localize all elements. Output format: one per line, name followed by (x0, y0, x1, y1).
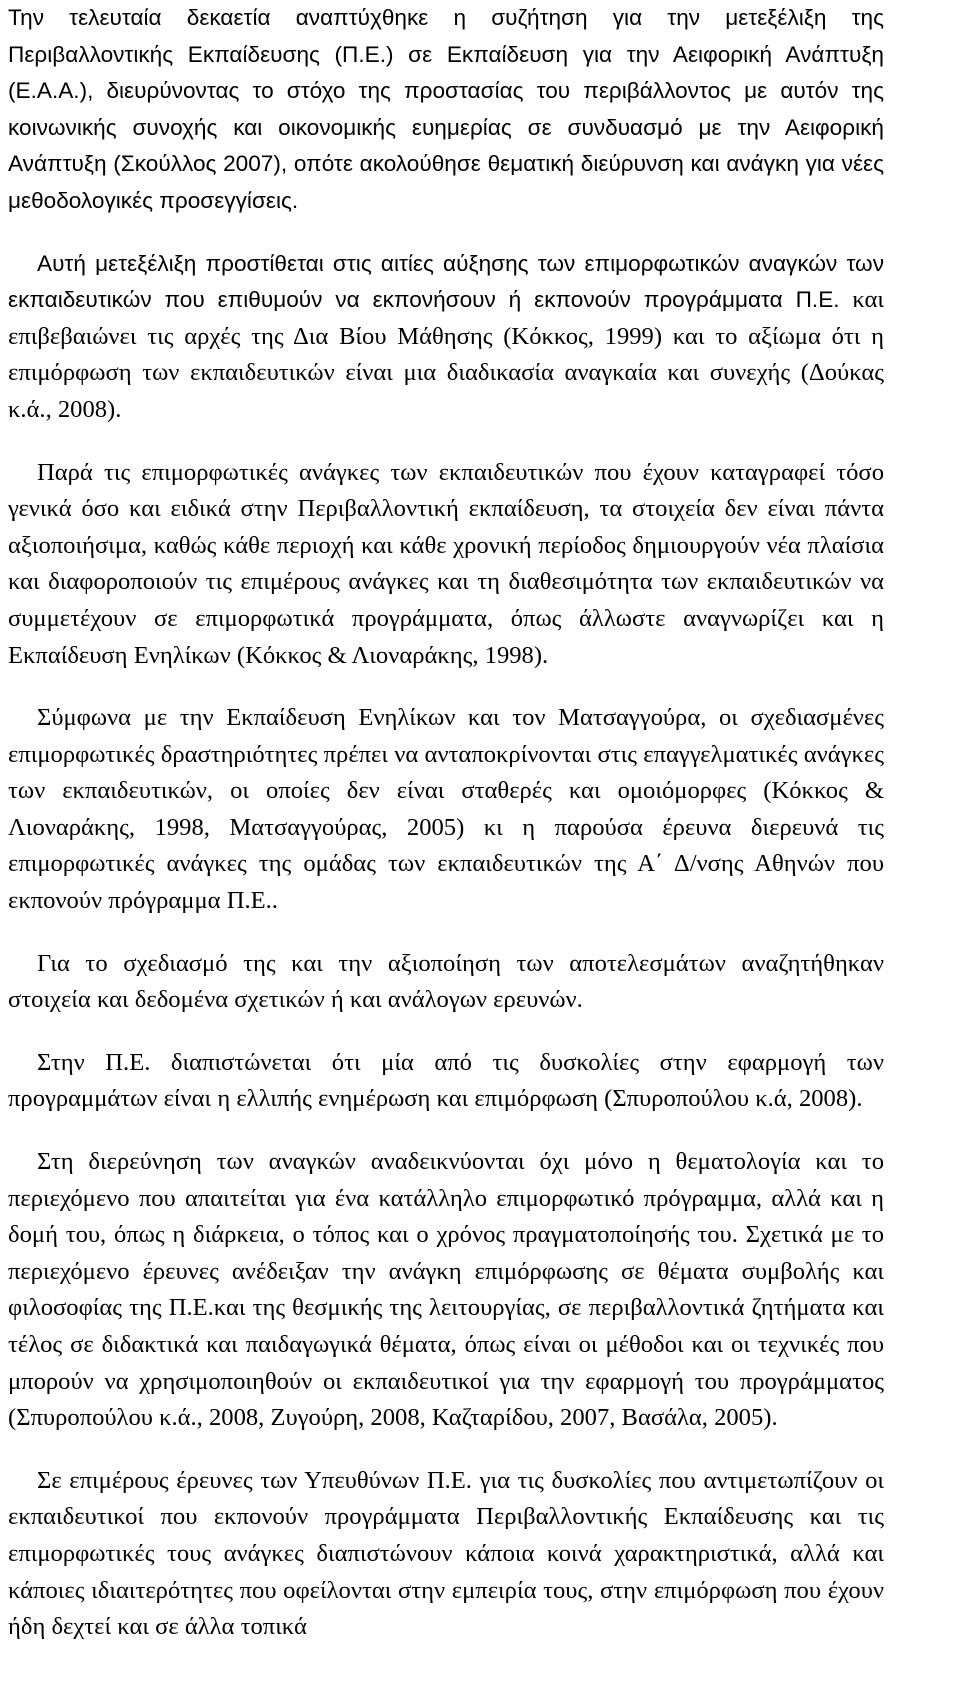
paragraph-2-serif-part: και επιβεβαιώνει τις αρχές της Δια Βίου Μάθησης (Κόκκος, 1999) και το αξίωμα ότι η επιμόρφωση των εκπαιδευτικών είναι μια διαδικασία αναγκαία και συνεχής (Δούκας κ.ά., 2008). (8, 286, 885, 423)
paragraph-1: Την τελευταία δεκαετία αναπτύχθηκε η συζήτηση για την μετεξέλιξη της Περιβαλλοντικής Εκπαίδευσης (Π.Ε.) σε Εκπαίδευση για την Αειφορική Ανάπτυξη (Ε.Α.Α.), διευρύνοντας το στόχο της προστασίας του περιβάλλοντος με αυτόν της κοινωνικής συνοχής και οικονομικής ευημερίας σε συνδυασμό με την Αειφορική Ανάπτυξη (Σκούλλος 2007), οπότε ακολούθησε θεματική διεύρυνση και ανάγκη για νέες μεθοδολογικές προσεγγίσεις. (8, 5, 884, 213)
paragraph-2 (8, 246, 884, 429)
paragraph-8: Σε επιμέρους έρευνες των Υπευθύνων Π.Ε. για τις δυσκολίες που αντιμετωπίζουν οι εκπαιδευτικοί που εκπονούν προγράμματα Περιβαλλοντικής Εκπαίδευσης και τις επιμορφωτικές τους ανάγκες διαπιστώνουν κάποια κοινά χαρακτηριστικά, αλλά και κάποιες ιδιαιτερότητες που οφείλονται στην εμπειρία τους, στην επιμόρφωση που έχουν ήδη δεχτεί και σε άλλα τοπικά (8, 1466, 884, 1641)
paragraph-6: Στην Π.Ε. διαπιστώνεται ότι μία από τις δυσκολίες στην εφαρμογή των προγραμμάτων είναι η ελλιπής ενημέρωση και επιμόρφωση (Σπυροπούλου κ.ά, 2008). (8, 1048, 884, 1113)
paragraph-4: Σύμφωνα με την Εκπαίδευση Ενηλίκων και τον Ματσαγγούρα, οι σχεδιασμένες επιμορφωτικές δραστηριότητες πρέπει να ανταποκρίνονται στις επαγγελματικές ανάγκες των εκπαιδευτικών, οι οποίες δεν είναι σταθερές και ομοιόμορφες (Κόκκος & Λιοναράκης, 1998, Ματσαγγούρας, 2005) κι η παρούσα έρευνα διερευνά τις επιμορφωτικές ανάγκες της ομάδας των εκπαιδευτικών της Α΄ Δ/νσης Αθηνών που εκπονούν πρόγραμμα Π.Ε.. (8, 704, 884, 915)
paragraph-2-sans-part: Αυτή μετεξέλιξη προστίθεται στις αιτίες αύξησης των επιμορφωτικών αναγκών των εκπαιδευτικών που επιθυμούν να εκπονήσουν ή εκπονούν προγράμματα Π.Ε. (8, 250, 884, 313)
paragraph-3: Παρά τις επιμορφωτικές ανάγκες των εκπαιδευτικών που έχουν καταγραφεί τόσο γενικά όσο και ειδικά στην Περιβαλλοντική εκπαίδευση, τα στοιχεία δεν είναι πάντα αξιοποιήσιμα, καθώς κάθε περιοχή και κάθε χρονική περίοδος δημιουργούν νέα πλαίσια και διαφοροποιούν τις επιμέρους ανάγκες και τη διαθεσιμότητα των εκπαιδευτικών να συμμετέχουν σε επιμορφωτικά προγράμματα, όπως άλλωστε αναγνωρίζει και η Εκπαίδευση Ενηλίκων (Κόκκος & Λιοναράκης, 1998). (8, 458, 884, 669)
paragraph-7: Στη διερεύνηση των αναγκών αναδεικνύονται όχι μόνο η θεματολογία και το περιεχόμενο που απαιτείται για ένα κατάλληλο επιμορφωτικό πρόγραμμα, αλλά και η δομή του, όπως η διάρκεια, ο τόπος και ο χρόνος πραγματοποίησής του. Σχετικά με το περιεχόμενο έρευνες ανέδειξαν την ανάγκη επιμόρφωσης σε θέματα συμβολής και φιλοσοφίας της Π.Ε.και της θεσμικής της λειτουργίας, σε περιβαλλοντικά ζητήματα και τέλος σε διδακτικά και παιδαγωγικά θέματα, όπως είναι οι μέθοδοι και οι τεχνικές που μπορούν να χρησιμοποιηθούν οι εκπαιδευτικοί για την εφαρμογή του προγράμματος (Σπυροπούλου κ.ά., 2008, Ζυγούρη, 2008, Καζταρίδου, 2007, Βασάλα, 2005). (8, 1148, 884, 1432)
paragraph-5: Για το σχεδιασμό της και την αξιοποίηση των αποτελεσμάτων αναζητήθηκαν στοιχεία και δεδομένα σχετικών ή και ανάλογων ερευνών. (8, 949, 884, 1014)
document-page (8, 0, 884, 1646)
